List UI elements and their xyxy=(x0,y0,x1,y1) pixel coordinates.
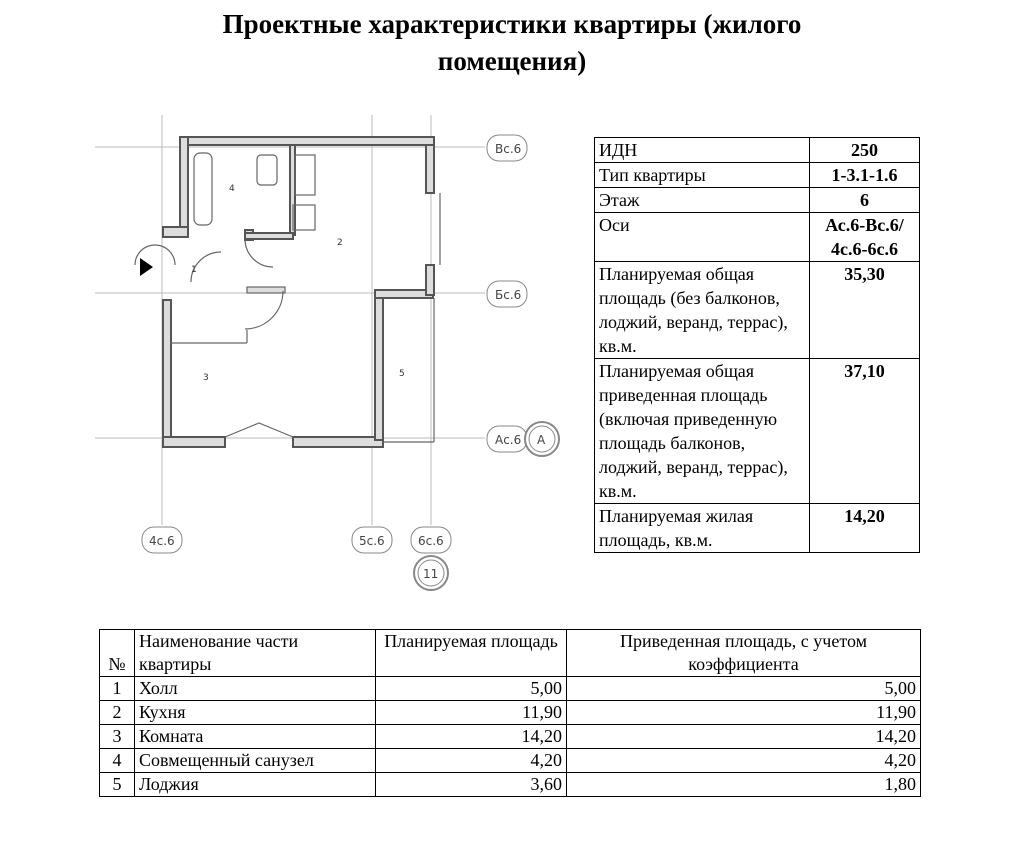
room-num: 5 xyxy=(100,773,135,797)
room-area: 14,20 xyxy=(376,725,567,749)
axis-label: Вс.6 xyxy=(495,142,522,156)
axis-label: Бс.6 xyxy=(495,288,522,302)
axis-label: Ас.6 xyxy=(495,433,522,447)
axis-label: 4с.6 xyxy=(149,534,175,548)
table-row xyxy=(100,725,921,749)
spec-label: ИДН xyxy=(595,138,810,163)
table-row xyxy=(100,677,921,701)
spec-value: Ас.6-Вс.6/ 4с.6-6с.6 xyxy=(809,213,919,262)
room-label: 3 xyxy=(203,373,209,383)
room-name: Совмещенный санузел xyxy=(135,749,376,773)
spec-label: Этаж xyxy=(595,188,810,213)
spec-label: Оси xyxy=(595,213,810,262)
floor-plan xyxy=(95,115,575,595)
axis-label: А xyxy=(537,433,546,447)
room-name: Лоджия xyxy=(135,773,376,797)
specs-table xyxy=(594,137,920,553)
title-line-1: Проектные характеристики квартиры (жилого xyxy=(222,9,802,39)
rooms-table xyxy=(99,629,921,797)
spec-value: 1-3.1-1.6 xyxy=(809,163,919,188)
table-row xyxy=(100,773,921,797)
room-name: Кухня xyxy=(135,701,376,725)
spec-value: 37,10 xyxy=(809,359,919,504)
entrance-arrow-icon xyxy=(140,258,153,276)
room-area: 5,00 xyxy=(376,677,567,701)
specs-row xyxy=(595,359,920,504)
spec-value: 35,30 xyxy=(809,262,919,359)
header-reduced: Приведенная площадь, с учетом коэффициента xyxy=(567,630,921,677)
room-num: 1 xyxy=(100,677,135,701)
room-label: 2 xyxy=(337,238,343,248)
specs-row xyxy=(595,504,920,553)
table-row xyxy=(100,749,921,773)
plan-walls xyxy=(163,137,434,447)
room-area: 11,90 xyxy=(376,701,567,725)
axis-label: 5с.6 xyxy=(359,534,385,548)
room-labels xyxy=(191,184,405,383)
table-row xyxy=(100,701,921,725)
specs-row xyxy=(595,262,920,359)
room-label: 4 xyxy=(229,184,235,194)
room-num: 2 xyxy=(100,701,135,725)
axis-label: 11 xyxy=(423,567,439,581)
room-name: Комната xyxy=(135,725,376,749)
spec-label: Планируемая жилая площадь, кв.м. xyxy=(595,504,810,553)
room-num: 3 xyxy=(100,725,135,749)
spec-value: 250 xyxy=(809,138,919,163)
spec-label: Тип квартиры xyxy=(595,163,810,188)
axis-markers xyxy=(142,135,559,590)
header-num: № xyxy=(100,630,135,677)
room-num: 4 xyxy=(100,749,135,773)
specs-row xyxy=(595,138,920,163)
spec-value: 14,20 xyxy=(809,504,919,553)
room-reduced: 14,20 xyxy=(567,725,921,749)
spec-value: 6 xyxy=(809,188,919,213)
specs-row xyxy=(595,213,920,262)
room-label: 1 xyxy=(191,265,197,275)
room-area: 3,60 xyxy=(376,773,567,797)
room-name: Холл xyxy=(135,677,376,701)
specs-row xyxy=(595,163,920,188)
room-reduced: 11,90 xyxy=(567,701,921,725)
room-reduced: 4,20 xyxy=(567,749,921,773)
axis-label: 6с.6 xyxy=(418,534,444,548)
room-reduced: 5,00 xyxy=(567,677,921,701)
title-line-2: помещения) xyxy=(437,46,587,76)
rooms-header-row xyxy=(100,630,921,677)
room-area: 4,20 xyxy=(376,749,567,773)
spec-label: Планируемая общая приведенная площадь (включая приведенную площадь балконов, лоджий, веранд, террас), кв.м. xyxy=(595,359,810,504)
header-area: Планируемая площадь xyxy=(376,630,567,677)
specs-row xyxy=(595,188,920,213)
page-title xyxy=(0,6,1024,80)
spec-label: Планируемая общая площадь (без балконов, лоджий, веранд, террас), кв.м. xyxy=(595,262,810,359)
room-reduced: 1,80 xyxy=(567,773,921,797)
room-label: 5 xyxy=(399,369,405,379)
header-name: Наименование части квартиры xyxy=(135,630,376,677)
